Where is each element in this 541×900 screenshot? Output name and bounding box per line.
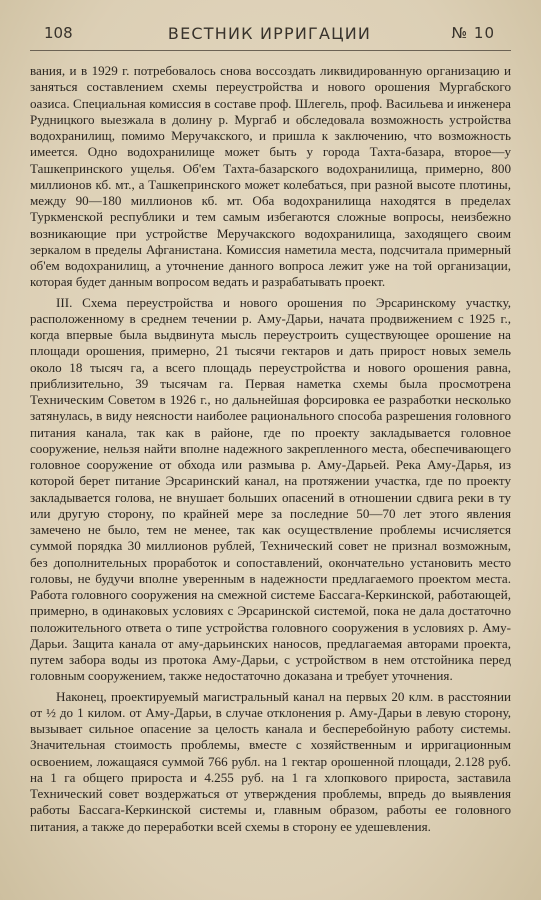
paragraph-erskarinsky-scheme: III. Схема переустройства и нового орошения по Эрсаринскому участку, расположенному в среднем течении р. Аму-Дарьи, начата продвижением с 1925 г., когда впервые была выдвинута мысль переустроить существующее орошение на площади орошения, примерно, 21 тысячи гектаров и дать прирост новых земель около 18 тысяч га, а всего площадь переустройства и нового орошения равна, приблизительно, 39 тысячам га. Первая наметка схемы была просмотрена Техническим Советом в 1926 г., но дальнейшая форсировка ее разработки несколько затянулась, в виду неясности наиболее рационального способа разрешения головного питания канала, так как в районе, где по проекту закладывается головное сооружение, нельзя найти вполне надежного закрепленного места, обеспечивающего головное сооружение от обхода или размыва р. Аму-Дарьей. Река Аму-Дарья, из которой берет питание Эрсаринский канал, на протяжении участка, где по проекту закладывается голова, не внушает больших опасений в отношении сдвига реки в ту или другую сторону, по крайней мере за последние 50—70 лет этого явления замечено не было, тем не менее, так как осуществление проблемы исчисляется суммой порядка 30 миллионов рублей, Технический совет не признал возможным, без дополнительных проработок и сопоставлений, окончательно установить место головы, не будучи вполне уверенным в надежности предлагаемого проектом места. Работа головного сооружения на смежной системе Бассага-Керкинской, работающей, примерно, в одинаковых условиях с Эрсаринской системой, пока не дала достаточно положительного ответа о типе устройства головного сооружения в условиях р. Аму-Дарьи. Защита канала от аму-дарьинских наносов, предлагаемая авторами проекта, путем забора воды из протока Аму-Дарьи, с устройством в нем отстойника перед головным сооружением, также недостаточно доказана и требует уточнения. xyxy=(30,294,511,684)
paragraph-continuation: вания, и в 1929 г. потребовалось снова воссоздать ликвидированную организацию и заняться составлением схемы переустройства и нового орошения Мургабского оазиса. Специальная комиссия в составе проф. Шлегель, проф. Васильева и инженера Рудницкого выезжала в долину р. Мургаб и обследовала возможность устройства водохранилищ, помимо Меручакского, и пришла к заключению, что возможность имеется. Одно водохранилище может быть у города Тахта-базара, второе—у Ташкепринского ущелья. Об'ем Тахта-базарского водохранилища, примерно, 800 миллионов кб. мт., а Ташкепринского может колебаться, при разной высоте плотины, между 90—180 миллионов кб. мт. Оба водохранилища находятся в пределах Туркменской республики и тем самым избегаются сложные вопросы, неизбежно возникающие при устройстве Меручакского водохранилища, заходящего своим зеркалом в пределы Афганистана. Комиссия наметила места, подсчитала примерный об'ем водохранилищ, а уточнение данного вопроса лежит уже на той организации, которая будет данным вопросом ведать и разрабатывать проект. xyxy=(30,63,511,290)
paragraph-conclusion: Наконец, проектируемый магистральный канал на первых 20 клм. в расстоянии от ½ до 1 килом. от Аму-Дарьи, в случае отклонения р. Аму-Дарьи в левую сторону, вызывает сильное опасение за целость канала и бесперебойную работу системы. Значительная стоимость проблемы, вместе с хозяйственным и ирригационным освоением, ложащаяся суммой 766 рубл. на 1 гектар орошенной площади, 2.128 руб. на 1 га общего прироста и 4.255 руб. на 1 га хлопкового прироста, заставила Технический совет воздержаться от утверждения проблемы, впредь до выявления работы Бассага-Керкинской системы и, главным образом, работы ее головного питания, а также до переработки всей схемы в сторону ее удешевления. xyxy=(30,688,511,834)
running-header xyxy=(44,22,495,46)
issue-number: № 10 xyxy=(451,24,495,42)
header-rule xyxy=(30,50,511,51)
body-text xyxy=(30,63,511,839)
page-number: 108 xyxy=(44,24,73,42)
journal-title: ВЕСТНИК ИРРИГАЦИИ xyxy=(167,24,372,43)
